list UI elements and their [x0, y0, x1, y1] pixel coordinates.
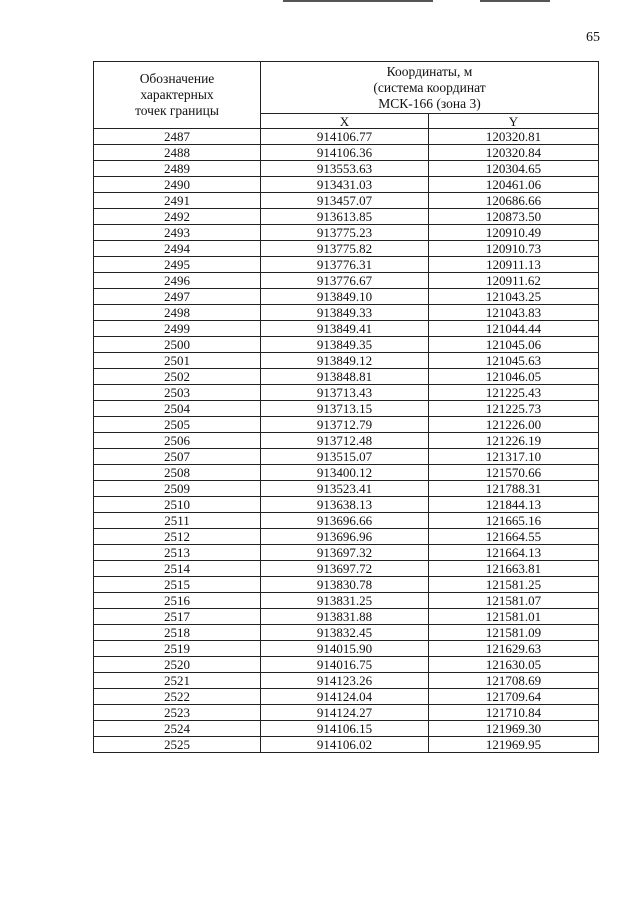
point-id-cell: 2508	[94, 465, 261, 481]
table-row	[94, 129, 599, 145]
table-row	[94, 241, 599, 257]
table-row	[94, 673, 599, 689]
point-id-header-line: точек границы	[135, 103, 219, 118]
table-header	[94, 62, 599, 129]
table-row	[94, 529, 599, 545]
point-id-cell: 2512	[94, 529, 261, 545]
x-coordinate-cell: 913712.79	[261, 417, 429, 433]
table-row	[94, 481, 599, 497]
table-row	[94, 273, 599, 289]
y-coordinate-cell: 121581.09	[429, 625, 599, 641]
y-coordinate-cell: 121046.05	[429, 369, 599, 385]
y-coordinate-cell: 121663.81	[429, 561, 599, 577]
y-coordinate-cell: 120910.49	[429, 225, 599, 241]
y-coordinate-cell: 120320.81	[429, 129, 599, 145]
x-coordinate-cell: 913400.12	[261, 465, 429, 481]
y-coordinate-cell: 121045.06	[429, 337, 599, 353]
point-id-cell: 2521	[94, 673, 261, 689]
table-row	[94, 289, 599, 305]
point-id-cell: 2525	[94, 737, 261, 753]
coordinates-header-line: МСК-166 (зона 3)	[378, 95, 481, 111]
y-coordinate-cell: 121044.44	[429, 321, 599, 337]
point-id-header-line: характерных	[140, 87, 214, 102]
y-coordinate-cell: 121630.05	[429, 657, 599, 673]
x-coordinate-cell: 913515.07	[261, 449, 429, 465]
y-coordinate-cell: 121045.63	[429, 353, 599, 369]
point-id-cell: 2492	[94, 209, 261, 225]
x-coordinate-cell: 913696.66	[261, 513, 429, 529]
x-coordinate-cell: 913697.72	[261, 561, 429, 577]
point-id-cell: 2515	[94, 577, 261, 593]
x-coordinate-cell: 914106.36	[261, 145, 429, 161]
y-coordinate-cell: 120911.13	[429, 257, 599, 273]
x-coordinate-cell: 914123.26	[261, 673, 429, 689]
y-coordinate-cell: 121629.63	[429, 641, 599, 657]
point-id-cell: 2513	[94, 545, 261, 561]
table-row	[94, 193, 599, 209]
y-coordinate-cell: 121043.25	[429, 289, 599, 305]
table-row	[94, 353, 599, 369]
point-id-cell: 2499	[94, 321, 261, 337]
x-coordinate-cell: 913849.12	[261, 353, 429, 369]
table-row	[94, 497, 599, 513]
table-row	[94, 321, 599, 337]
y-coordinate-cell: 121581.01	[429, 609, 599, 625]
x-coordinate-cell: 913849.35	[261, 337, 429, 353]
point-id-cell: 2520	[94, 657, 261, 673]
coordinates-header-line: (система координат	[373, 79, 486, 95]
table-row	[94, 417, 599, 433]
y-coordinate-cell: 121969.30	[429, 721, 599, 737]
y-coordinate-cell: 121664.55	[429, 529, 599, 545]
table-row	[94, 465, 599, 481]
point-id-cell: 2497	[94, 289, 261, 305]
table-row	[94, 561, 599, 577]
y-coordinate-cell: 121710.84	[429, 705, 599, 721]
point-id-cell: 2498	[94, 305, 261, 321]
point-id-cell: 2505	[94, 417, 261, 433]
x-coordinate-cell: 913776.67	[261, 273, 429, 289]
x-coordinate-cell: 913696.96	[261, 529, 429, 545]
x-coordinate-cell: 913848.81	[261, 369, 429, 385]
point-id-cell: 2487	[94, 129, 261, 145]
table-row	[94, 641, 599, 657]
table-row	[94, 737, 599, 753]
table-row	[94, 433, 599, 449]
table-row	[94, 449, 599, 465]
y-coordinate-cell: 121581.07	[429, 593, 599, 609]
table-row	[94, 305, 599, 321]
point-id-cell: 2514	[94, 561, 261, 577]
table-row	[94, 593, 599, 609]
x-coordinate-cell: 913523.41	[261, 481, 429, 497]
point-id-cell: 2518	[94, 625, 261, 641]
table-row	[94, 161, 599, 177]
point-id-header	[94, 62, 261, 129]
point-id-cell: 2503	[94, 385, 261, 401]
table-row	[94, 721, 599, 737]
x-coordinate-cell: 913431.03	[261, 177, 429, 193]
point-id-cell: 2511	[94, 513, 261, 529]
y-coordinate-cell: 120686.66	[429, 193, 599, 209]
table-row	[94, 209, 599, 225]
y-coordinate-cell: 121788.31	[429, 481, 599, 497]
point-id-cell: 2519	[94, 641, 261, 657]
point-id-cell: 2523	[94, 705, 261, 721]
coordinates-header-line: Координаты, м	[386, 63, 473, 79]
y-coordinate-cell: 120910.73	[429, 241, 599, 257]
x-coordinate-cell: 913830.78	[261, 577, 429, 593]
y-coordinate-cell: 121570.66	[429, 465, 599, 481]
y-coordinate-cell: 121226.00	[429, 417, 599, 433]
y-coordinate-cell: 120461.06	[429, 177, 599, 193]
y-coordinate-cell: 121709.64	[429, 689, 599, 705]
x-column-header: X	[261, 114, 429, 129]
table-row	[94, 145, 599, 161]
point-id-cell: 2493	[94, 225, 261, 241]
point-id-cell: 2496	[94, 273, 261, 289]
y-column-header: Y	[429, 114, 599, 129]
x-coordinate-cell: 914124.27	[261, 705, 429, 721]
point-id-cell: 2510	[94, 497, 261, 513]
y-coordinate-cell: 120911.62	[429, 273, 599, 289]
x-coordinate-cell: 913613.85	[261, 209, 429, 225]
point-id-cell: 2501	[94, 353, 261, 369]
point-id-cell: 2502	[94, 369, 261, 385]
point-id-cell: 2491	[94, 193, 261, 209]
x-coordinate-cell: 913713.15	[261, 401, 429, 417]
y-coordinate-cell: 121708.69	[429, 673, 599, 689]
x-coordinate-cell: 914124.04	[261, 689, 429, 705]
x-coordinate-cell: 913775.23	[261, 225, 429, 241]
y-coordinate-cell: 120320.84	[429, 145, 599, 161]
x-coordinate-cell: 913849.33	[261, 305, 429, 321]
point-id-cell: 2516	[94, 593, 261, 609]
x-coordinate-cell: 914106.15	[261, 721, 429, 737]
point-id-cell: 2506	[94, 433, 261, 449]
x-coordinate-cell: 913457.07	[261, 193, 429, 209]
point-id-cell: 2504	[94, 401, 261, 417]
table-row	[94, 337, 599, 353]
table-row	[94, 705, 599, 721]
y-coordinate-cell: 121844.13	[429, 497, 599, 513]
x-coordinate-cell: 913638.13	[261, 497, 429, 513]
table-row	[94, 177, 599, 193]
coordinates-header	[261, 62, 599, 114]
x-coordinate-cell: 913697.32	[261, 545, 429, 561]
top-rule-left	[283, 0, 433, 2]
x-coordinate-cell: 913712.48	[261, 433, 429, 449]
x-coordinate-cell: 914106.02	[261, 737, 429, 753]
point-id-cell: 2500	[94, 337, 261, 353]
x-coordinate-cell: 913832.45	[261, 625, 429, 641]
y-coordinate-cell: 120304.65	[429, 161, 599, 177]
x-coordinate-cell: 913831.25	[261, 593, 429, 609]
point-id-cell: 2522	[94, 689, 261, 705]
top-rule-right	[480, 0, 550, 2]
table-row	[94, 577, 599, 593]
y-coordinate-cell: 121043.83	[429, 305, 599, 321]
point-id-header-line: Обозначение	[139, 71, 215, 86]
table-row	[94, 609, 599, 625]
x-coordinate-cell: 913713.43	[261, 385, 429, 401]
x-coordinate-cell: 914016.75	[261, 657, 429, 673]
y-coordinate-cell: 121226.19	[429, 433, 599, 449]
point-id-cell: 2507	[94, 449, 261, 465]
point-id-cell: 2488	[94, 145, 261, 161]
y-coordinate-cell: 121581.25	[429, 577, 599, 593]
y-coordinate-cell: 121317.10	[429, 449, 599, 465]
x-coordinate-cell: 913831.88	[261, 609, 429, 625]
y-coordinate-cell: 121665.16	[429, 513, 599, 529]
x-coordinate-cell: 914106.77	[261, 129, 429, 145]
table-row	[94, 545, 599, 561]
table-row	[94, 625, 599, 641]
table-row	[94, 257, 599, 273]
table-body	[94, 129, 599, 753]
y-coordinate-cell: 121225.73	[429, 401, 599, 417]
y-coordinate-cell: 121225.43	[429, 385, 599, 401]
point-id-cell: 2524	[94, 721, 261, 737]
page-number: 65	[586, 30, 600, 45]
coordinates-table	[93, 61, 599, 753]
x-coordinate-cell: 913775.82	[261, 241, 429, 257]
point-id-cell: 2490	[94, 177, 261, 193]
table-row	[94, 689, 599, 705]
x-coordinate-cell: 913849.41	[261, 321, 429, 337]
x-coordinate-cell: 913849.10	[261, 289, 429, 305]
table-row	[94, 401, 599, 417]
table-row	[94, 657, 599, 673]
y-coordinate-cell: 121969.95	[429, 737, 599, 753]
point-id-cell: 2494	[94, 241, 261, 257]
point-id-cell: 2495	[94, 257, 261, 273]
x-coordinate-cell: 913553.63	[261, 161, 429, 177]
point-id-cell: 2517	[94, 609, 261, 625]
table-row	[94, 513, 599, 529]
x-coordinate-cell: 913776.31	[261, 257, 429, 273]
x-coordinate-cell: 914015.90	[261, 641, 429, 657]
point-id-cell: 2489	[94, 161, 261, 177]
table-row	[94, 369, 599, 385]
table-row	[94, 225, 599, 241]
y-coordinate-cell: 120873.50	[429, 209, 599, 225]
point-id-cell: 2509	[94, 481, 261, 497]
table-row	[94, 385, 599, 401]
y-coordinate-cell: 121664.13	[429, 545, 599, 561]
